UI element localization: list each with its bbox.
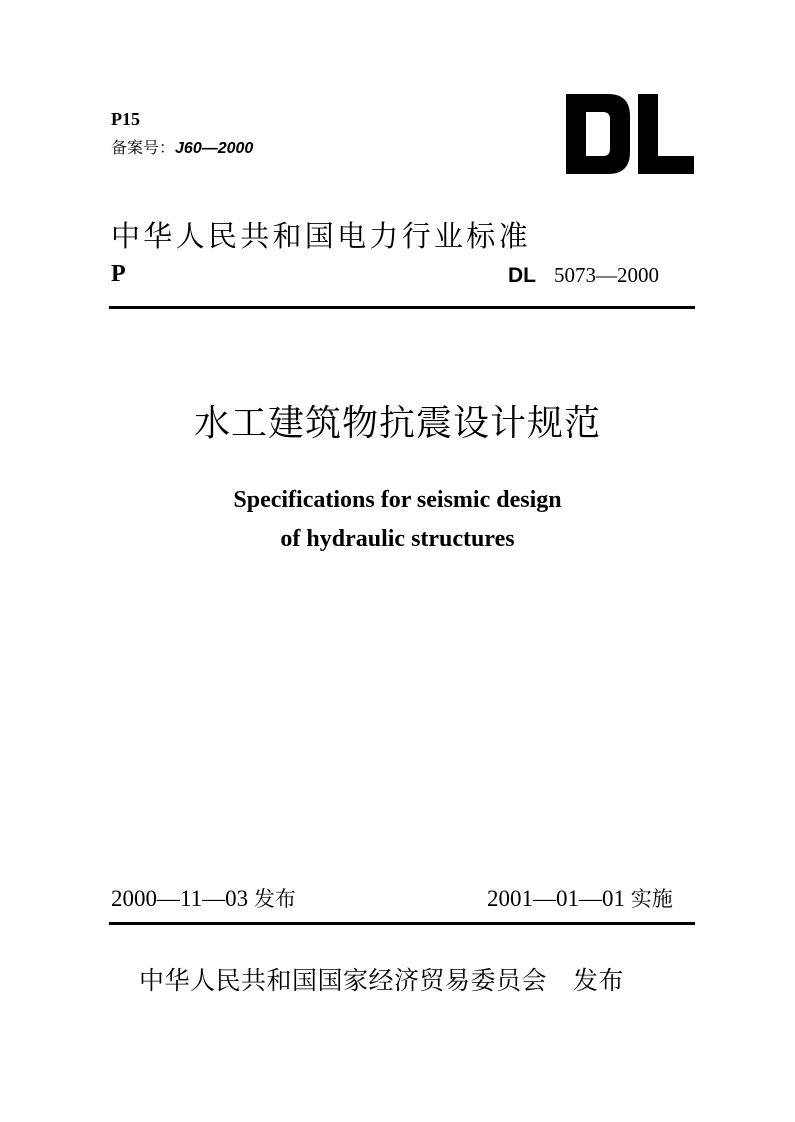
- standard-p-letter: P: [111, 261, 126, 287]
- record-number-label: 备案号：: [111, 138, 176, 157]
- bottom-divider: [109, 922, 695, 925]
- dl-logo-letter-l: [638, 94, 694, 174]
- standard-category-title: 中华人民共和国电力行业标准: [111, 219, 531, 253]
- dl-logo-letter-d: [566, 94, 630, 174]
- issue-date-line: [111, 884, 296, 914]
- publisher-action: 发布: [573, 966, 625, 995]
- document-title-english-line2: of hydraulic structures: [280, 526, 515, 552]
- standard-number: [508, 262, 659, 289]
- publisher-line: [139, 963, 624, 999]
- document-title-chinese: 水工建筑物抗震设计规范: [193, 403, 601, 444]
- record-number: [111, 137, 253, 160]
- dl-logo-text: DL: [631, 151, 634, 153]
- standard-number-value: 5073—2000: [554, 263, 659, 287]
- issue-label: 发布: [253, 887, 296, 911]
- effective-date-line: [487, 884, 673, 914]
- issue-date: 2000—11—03: [111, 886, 249, 911]
- effective-label: 实施: [630, 887, 673, 911]
- standard-number-prefix: DL: [508, 264, 536, 287]
- document-title-english-line1: Specifications for seismic design: [233, 487, 562, 513]
- publisher-name: 中华人民共和国国家经济贸易委员会: [139, 966, 548, 995]
- dl-logo: [566, 92, 696, 176]
- top-divider: [109, 306, 695, 309]
- classification-code: P15: [111, 109, 140, 129]
- effective-date: 2001—01—01: [487, 886, 625, 911]
- record-number-value: J60—2000: [175, 140, 254, 157]
